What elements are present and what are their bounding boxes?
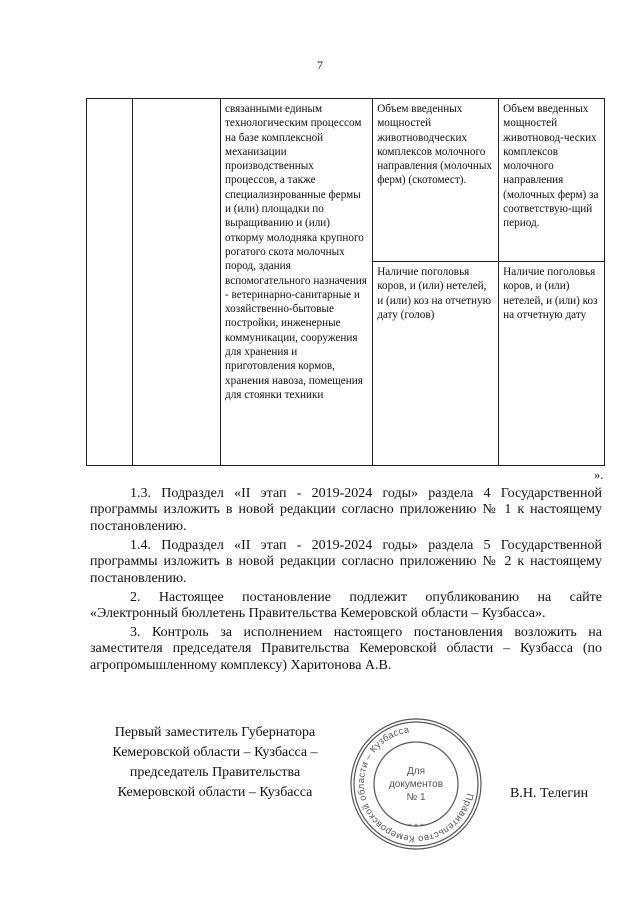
paragraph-2	[90, 590, 602, 623]
table-cell-empty	[133, 99, 221, 466]
table-cell-indicator: Наличие поголовья коров, и (или) нетелей, и (или) коз на отчетную дату	[499, 262, 605, 466]
seal-center-line: документов	[388, 779, 444, 790]
paragraph-text: 1.3. Подраздел «II этап - 2019-2024 годы» раздела 4 Государственной программы изложить в новой редакции согласно приложению № 1 к настоящему постановлению.	[90, 486, 602, 534]
table-cell-empty	[87, 99, 133, 466]
signer-name: В.Н. Телегин	[510, 786, 589, 801]
closing-quote: ».	[594, 468, 604, 482]
table-cell-description: связанными единым технологическим процессом на базе комплексной механизации производственных процессов, а также специализированные фермы и (или) площадки по выращиванию и (или) откорму молодняка крупного рогатого скота молочных пород, здания вспомогательного назначения - ветеринарно-санитарные и хозяйственно-бытовые постройки, инженерные коммуникации, сооружения для хранения и приготовления кормов, хранения навоза, помещения для стоянки техники	[221, 99, 373, 466]
table-cell-indicator: Объем введенных мощностей животноводческих комплексов молочного направления (молочных ферм) (скотомест).	[373, 99, 499, 262]
paragraph-1-4	[90, 538, 602, 587]
table-row	[87, 99, 605, 262]
paragraph-text: 2. Настоящее постановление подлежит опубликованию на сайте «Электронный бюллетень Правительства Кемеровской области – Кузбасса».	[90, 590, 602, 622]
paragraph-3	[90, 625, 602, 674]
signature-title-line: Кемеровской области – Кузбасса	[117, 785, 313, 800]
signature-title-line: Первый заместитель Губернатора	[114, 725, 316, 740]
indicators-table	[86, 98, 605, 466]
paragraph-text: 1.4. Подраздел «II этап - 2019-2024 годы» раздела 5 Государственной программы изложить в новой редакции согласно приложению № 2 к настоящему постановлению.	[90, 538, 602, 586]
signature-block	[88, 723, 342, 803]
table-cell-indicator: Наличие поголовья коров, и (или) нетелей, и (или) коз на отчетную дату (голов)	[373, 262, 499, 466]
official-seal	[348, 716, 484, 852]
paragraph-text: 3. Контроль за исполнением настоящего постановления возложить на заместителя председателя Правительства Кемеровской области – Кузбасса (по агропромышленному комплексу) Харитонова А.В.	[90, 625, 602, 673]
seal-center-line: Для	[406, 766, 426, 777]
signature-title-line: Кемеровской области – Кузбасса –	[112, 745, 318, 760]
seal-center-line: № 1	[406, 792, 426, 803]
seal-ring-text: Правительство Кемеровской области – Кузбасса	[355, 724, 476, 845]
paragraph-1-3	[90, 486, 602, 535]
signature-title-line: председатель Правительства	[129, 765, 301, 780]
svg-text:* * *: * * *	[408, 822, 424, 831]
table-cell-indicator: Объем введенных мощностей животновод-ческих комплексов молочного направления (молочных ферм) за соответствую-щий период.	[499, 99, 605, 262]
page-number: 7	[317, 58, 323, 72]
